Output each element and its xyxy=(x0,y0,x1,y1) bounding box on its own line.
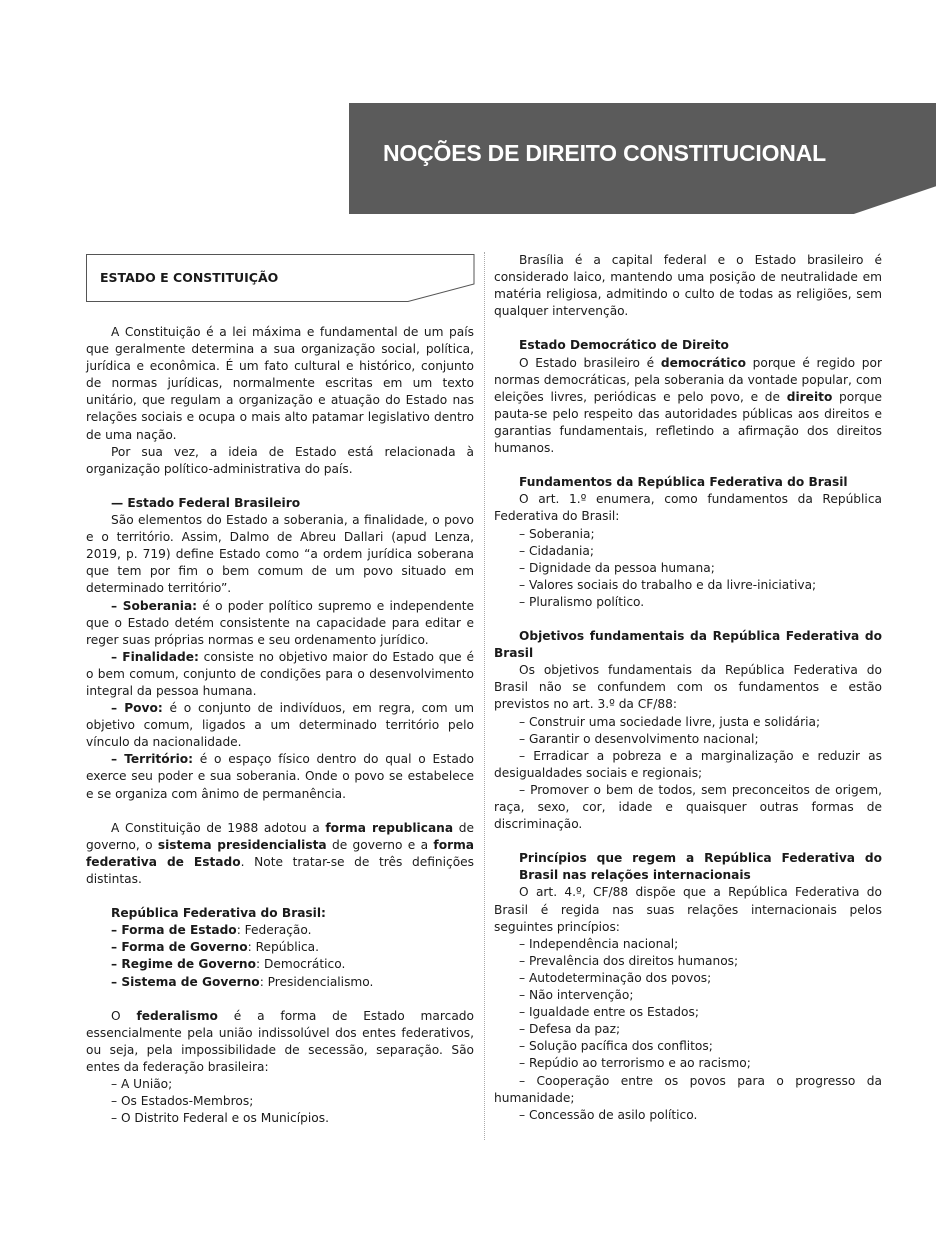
list-item: – Forma de Governo: República. xyxy=(111,940,320,955)
list-item: – A União; xyxy=(111,1077,173,1092)
list-item: – Independência nacional; xyxy=(519,936,679,951)
paragraph: A Constituição é a lei máxima e fundamental de um país que geralmente determina a sua organização social, política, jurídica e econômica. É um fato cultural e histórico, conjunto de normas jurídicas, normalmente escritas em um texto unitário, que regulam a organização e atuação do Estado nas relações sociais e ocupa o mais alto patamar legislativo dentro de uma nação. xyxy=(86,325,474,442)
paragraph: O Estado brasileiro é democrático porque é regido por normas democráticas, pela soberania da vontade popular, com eleições livres, periódicas e pelo povo, e de direito porque pauta-se pelo respeito das autoridades públicas aos direitos e garantias fundamentais, refletindo a afirmação dos direitos humanos. xyxy=(494,355,883,456)
list-item: – Repúdio ao terrorismo e ao racismo; xyxy=(519,1056,751,1071)
list-item: – Pluralismo político. xyxy=(519,594,645,609)
list-item: – Erradicar a pobreza e a marginalização e reduzir as desigualdades sociais e regionais; xyxy=(494,748,882,780)
definition-term: – Soberania: xyxy=(111,598,198,613)
subheading: Estado Democrático de Direito xyxy=(519,338,729,353)
subheading: Objetivos fundamentais da República Federativa do Brasil xyxy=(494,629,882,661)
definition-item xyxy=(86,751,474,802)
subheading: República Federativa do Brasil: xyxy=(111,906,326,921)
paragraph: São elementos do Estado a soberania, a finalidade, o povo e o território. Assim, Dalmo de Abreu Dallari (apud Lenza, 2019, p. 719) define Estado como “a ordem jurídica soberana que tem por fim o bem comum de um povo situado em determinado território”. xyxy=(86,513,474,596)
definition-term: – Território: xyxy=(111,752,194,767)
list-item: – O Distrito Federal e os Municípios. xyxy=(111,1111,329,1126)
definition-item xyxy=(86,649,474,700)
paragraph: Brasília é a capital federal e o Estado brasileiro é considerado laico, mantendo uma posição de neutralidade em matéria religiosa, admitindo o culto de todas as religiões, sem qualquer intervenção. xyxy=(494,253,882,319)
section-box xyxy=(86,254,474,302)
column-divider xyxy=(484,252,485,1140)
list-item: – Construir uma sociedade livre, justa e solidária; xyxy=(519,714,821,729)
list-item: – Forma de Estado: Federação. xyxy=(111,923,312,938)
list-item: – Valores sociais do trabalho e da livre-iniciativa; xyxy=(519,577,817,592)
list-item: – Soberania; xyxy=(519,526,595,541)
subheading: — Estado Federal Brasileiro xyxy=(111,495,301,510)
paragraph: O federalismo é a forma de Estado marcado essencialmente pela união indissolúvel dos entes federativos, ou seja, pela impossibilidade de secessão, separação. São entes da federação brasileira: xyxy=(86,1008,474,1075)
left-column xyxy=(86,324,474,1127)
definition-item xyxy=(86,700,474,751)
definition-term: – Povo: xyxy=(111,701,163,716)
page-title: NOÇÕES DE DIREITO CONSTITUCIONAL xyxy=(383,140,826,166)
subheading: Princípios que regem a República Federativa do Brasil nas relações internacionais xyxy=(519,851,882,883)
paragraph: A Constituição de 1988 adotou a forma republicana de governo, o sistema presidencialista de governo e a forma federativa de Estado. Note tratar-se de três definições distintas. xyxy=(86,820,474,886)
paragraph: O art. 4.º, CF/88 dispõe que a República Federativa do Brasil é regida nas suas relações internacionais pelos seguintes princípios: xyxy=(494,885,882,934)
list-item: – Promover o bem de todos, sem preconceitos de origem, raça, sexo, cor, idade e quaisquer outras formas de discriminação. xyxy=(494,782,882,832)
paragraph: Os objetivos fundamentais da República Federativa do Brasil não se confundem com os fundamentos e estão previstos no art. 3.º da CF/88: xyxy=(494,663,882,712)
list-item: – Garantir o desenvolvimento nacional; xyxy=(519,731,759,746)
list-item: – Os Estados-Membros; xyxy=(111,1094,254,1109)
list-item: – Sistema de Governo: Presidencialismo. xyxy=(111,974,374,989)
list-item: – Defesa da paz; xyxy=(519,1022,621,1037)
definition-term: – Finalidade: xyxy=(111,649,199,664)
list-item: – Solução pacífica dos conflitos; xyxy=(519,1039,713,1054)
definition-text: consiste no objetivo maior do Estado que é o bem comum, conjunto de condições para o desenvolvimento integral da pessoa humana. xyxy=(86,649,474,698)
section-title: ESTADO E CONSTITUIÇÃO xyxy=(100,270,279,285)
definition-text: é o conjunto de indivíduos, em regra, com um objetivo comum, ligados a um determinado território pelo vínculo da nacionalidade. xyxy=(86,701,474,750)
definition-text: é o espaço físico dentro do qual o Estado exerce seu poder e sua soberania. Onde o povo se estabelece e se organiza com ânimo de permanência. xyxy=(86,752,474,801)
list-item: – Cidadania; xyxy=(519,543,594,558)
list-item: – Prevalência dos direitos humanos; xyxy=(519,953,739,968)
subheading: Fundamentos da República Federativa do Brasil xyxy=(519,475,848,490)
list-item: – Regime de Governo: Democrático. xyxy=(111,957,346,972)
paragraph: Por sua vez, a ideia de Estado está relacionada à organização político-administrativa do país. xyxy=(86,444,474,476)
list-item: – Autodeterminação dos povos; xyxy=(519,970,712,985)
list-item: – Igualdade entre os Estados; xyxy=(519,1005,699,1020)
list-item: – Não intervenção; xyxy=(519,988,634,1003)
list-item: – Cooperação entre os povos para o progresso da humanidade; xyxy=(494,1073,882,1105)
paragraph: O art. 1.º enumera, como fundamentos da República Federativa do Brasil: xyxy=(494,492,882,524)
right-column xyxy=(494,252,882,1124)
definition-text: é o poder político supremo e independente que o Estado detém consistente na capacidade para editar e reger suas próprias normas e seu ordenamento jurídico. xyxy=(86,598,474,647)
list-item: – Concessão de asilo político. xyxy=(519,1107,698,1122)
definition-item xyxy=(86,598,474,649)
list-item: – Dignidade da pessoa humana; xyxy=(519,560,715,575)
